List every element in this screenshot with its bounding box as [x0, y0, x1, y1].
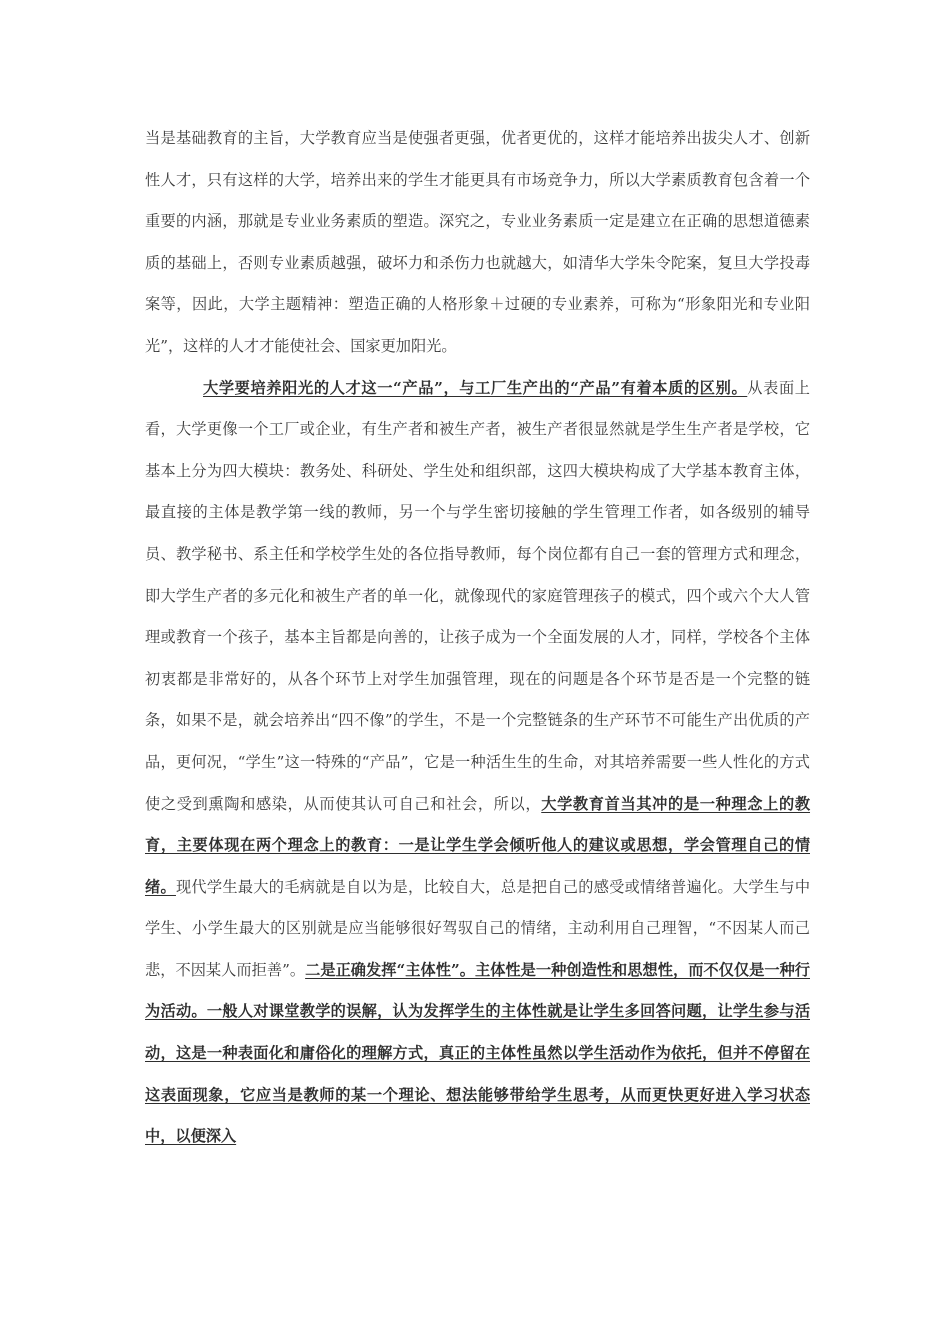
paragraph-2-text-b: 现代学生最大的毛病就是自以为是，比较自大，总是把自己的感受或情绪普遍化。大学生与中学生、小学生最大的区别就是应当能够很好驾驭自己的情绪，主动利用自己理智，“不因某人而己悲，不因某人而拒善”。: [145, 877, 811, 979]
document-body: [145, 118, 810, 1158]
paragraph-1: [145, 118, 810, 368]
emphasis-heading-product: 大学要培养阳光的人才这一“产品”，与工厂生产出的“产品”有着本质的区别。: [203, 378, 748, 397]
paragraph-2: [145, 368, 810, 1158]
paragraph-2-text-a: 从表面上看，大学更像一个工厂或企业，有生产者和被生产者，被生产者很显然就是学生生产者是学校，它基本上分为四大模块：教务处、科研处、学生处和组织部，这四大模块构成了大学基本教育主体，最直接的主体是教学第一线的教师，另一个与学生密切接触的学生管理工作者，如各级别的辅导员、教学秘书、系主任和学校学生处的各位指导教师，每个岗位都有自己一套的管理方式和理念，即大学生产者的多元化和被生产者的单一化，就像现代的家庭管理孩子的模式，四个或六个大人管理或教育一个孩子，基本主旨都是向善的，让孩子成为一个全面发展的人才，同样，学校各个主体初衷都是非常好的，从各个环节上对学生加强管理，现在的问题是各个环节是否是一个完整的链条，如果不是，就会培养出“四不像”的学生，不是一个完整链条的生产环节不可能生产出优质的产品，更何况，“学生”这一特殊的“产品”，它是一种活生生的生命，对其培养需要一些人性化的方式使之受到熏陶和感染，从而使其认可自己和社会，所以，: [145, 378, 810, 813]
emphasis-concept-education: 大学教育首当其冲的是一种理念上的教育，主要体现在两个理念上的教育：一是让学生学会倾听他人的建议或思想，学会管理自己的情绪。: [145, 794, 811, 896]
paragraph-1-text: 当是基础教育的主旨，大学教育应当是使强者更强，优者更优的，这样才能培养出拔尖人才、创新性人才，只有这样的大学，培养出来的学生才能更具有市场竞争力，所以大学素质教育包含着一个重要的内涵，那就是专业业务素质的塑造。深究之，专业业务素质一定是建立在正确的思想道德素质的基础上，否则专业素质越强，破坏力和杀伤力也就越大，如清华大学朱令陀案，复旦大学投毒案等，因此，大学主题精神：塑造正确的人格形象＋过硬的专业素养，可称为“形象阳光和专业阳光”，这样的人才才能使社会、国家更加阳光。: [145, 129, 810, 355]
emphasis-subjectivity: 二是正确发挥“主体性”。主体性是一种创造性和思想性，而不仅仅是一种行为活动。一般人对课堂教学的误解，认为发挥学生的主体性就是让学生多回答问题，让学生参与活动，这是一种表面化和庸俗化的理解方式，真正的主体性虽然以学生活动作为依托，但并不停留在这表面现象，它应当是教师的某一个理论、想法能够带给学生思考，从而更快更好进入学习状态中，以便深入: [145, 960, 810, 1146]
